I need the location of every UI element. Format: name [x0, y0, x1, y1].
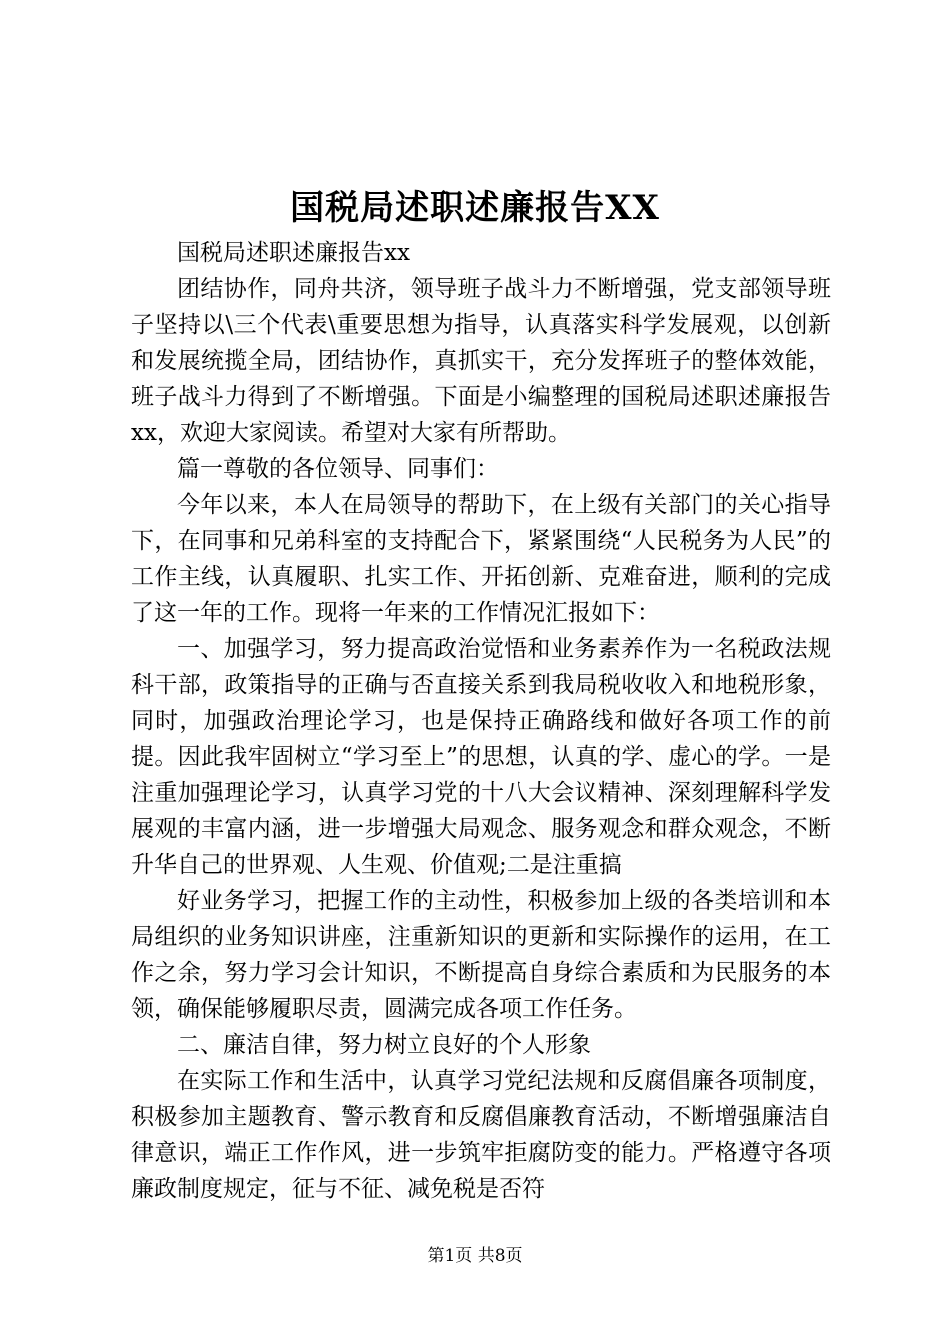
paragraph: 国税局述职述廉报告xx [177, 240, 410, 266]
paragraph: 团结协作，同舟共济，领导班子战斗力不断增强，党支部领导班子坚持以\三个代表\重要思想为指导，认真落实科学发展观，以创新和发展统揽全局，团结协作，真抓实干，充分发挥班子的整体效能，班子战斗力得到了不断增强。下面是小编整理的国税局述职述廉报告xx，欢迎大家阅读。希望对大家有所帮助。 [131, 276, 831, 446]
paragraph: 二、廉洁自律，努力树立良好的个人形象 [177, 1032, 591, 1058]
paragraph: 篇一尊敬的各位领导、同事们： [177, 456, 499, 482]
paragraph: 今年以来，本人在局领导的帮助下，在上级有关部门的关心指导下，在同事和兄弟科室的支持配合下，紧紧围绕“人民税务为人民”的工作主线，认真履职、扎实工作、开拓创新、克难奋进，顺利的完成了这一年的工作。现将一年来的工作情况汇报如下： [131, 492, 831, 626]
paragraph: 一、加强学习，努力提高政治觉悟和业务素养作为一名税政法规科干部，政策指导的正确与否直接关系到我局税收收入和地税形象，同时，加强政治理论学习，也是保持正确路线和做好各项工作的前提。因此我牢固树立“学习至上”的思想，认真的学、虚心的学。一是注重加强理论学习，认真学习党的十八大会议精神、深刻理解科学发展观的丰富内涵，进一步增强大局观念、服务观念和群众观念，不断升华自己的世界观、人生观、价值观;二是注重搞 [131, 636, 831, 878]
document-title: 国税局述职述廉报告XX [290, 188, 660, 228]
page-number: 第1页 [427, 1246, 473, 1266]
page-footer [0, 1244, 950, 1268]
paragraph: 在实际工作和生活中，认真学习党纪法规和反腐倡廉各项制度，积极参加主题教育、警示教育和反腐倡廉教育活动，不断增强廉洁自律意识，端正工作作风，进一步筑牢拒腐防变的能力。严格遵守各项廉政制度规定，征与不征、减免税是否符 [131, 1068, 831, 1202]
page-total: 共8页 [477, 1246, 523, 1266]
paragraph: 好业务学习，把握工作的主动性，积极参加上级的各类培训和本局组织的业务知识讲座，注重新知识的更新和实际操作的运用，在工作之余，努力学习会计知识，不断提高自身综合素质和为民服务的本领，确保能够履职尽责，圆满完成各项工作任务。 [131, 888, 831, 1022]
document-body [131, 235, 831, 1207]
